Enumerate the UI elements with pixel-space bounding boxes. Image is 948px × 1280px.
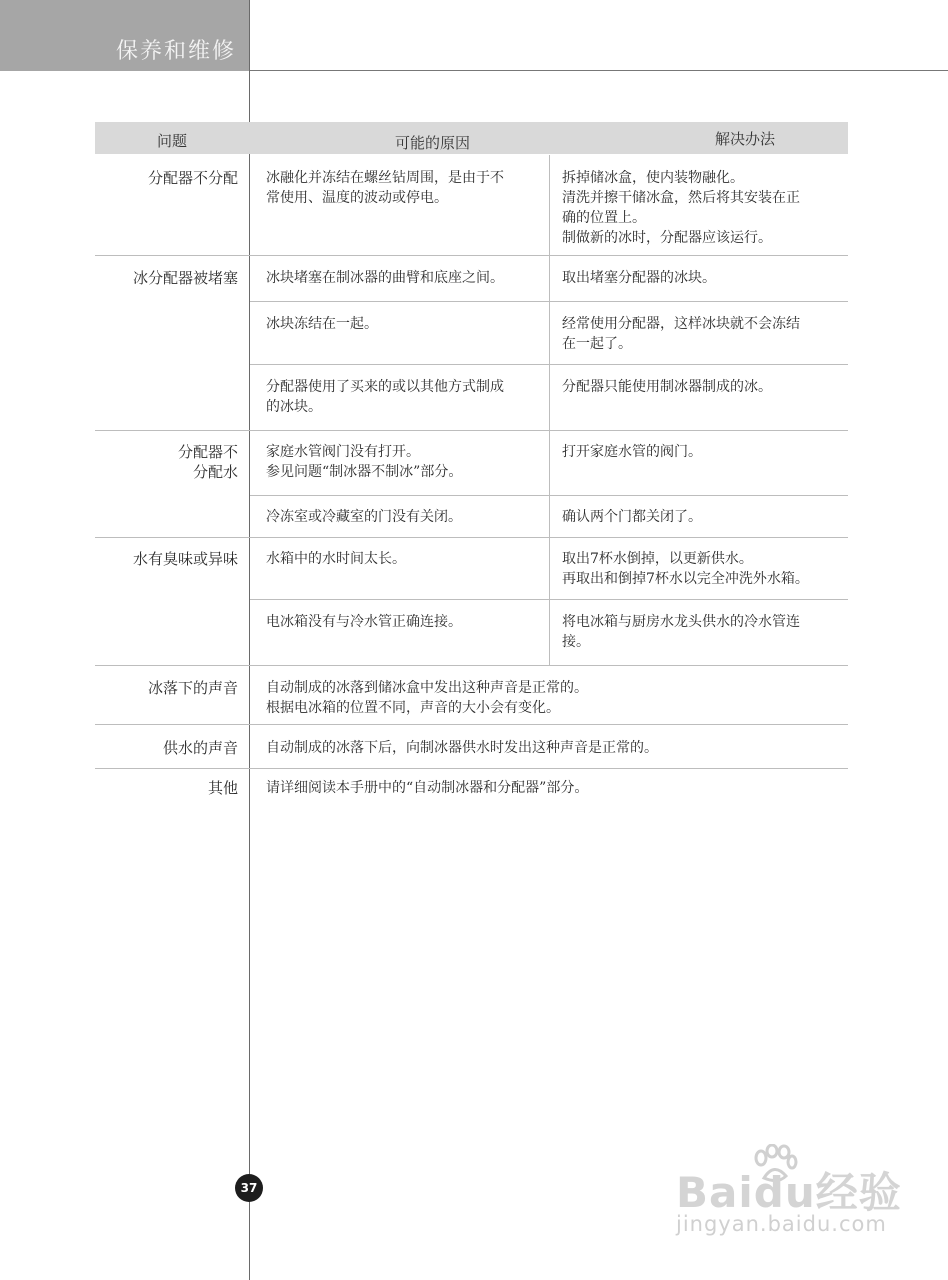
merged-cell xyxy=(266,678,588,718)
solution-cell xyxy=(562,377,772,397)
solution-line: 拆掉储冰盒，使内装物融化。 xyxy=(562,170,744,186)
solution-line: 将电冰箱与厨房水龙头供水的冷水管连 xyxy=(562,614,800,630)
solution-line: 在一起了。 xyxy=(562,336,632,352)
merged-cell xyxy=(266,778,588,798)
page-number: 37 xyxy=(235,1174,263,1202)
cause-cell xyxy=(266,507,462,527)
cause-cell xyxy=(266,314,378,334)
header-cause: 可能的原因 xyxy=(395,134,471,152)
merged-line: 自动制成的冰落下后，向制冰器供水时发出这种声音是正常的。 xyxy=(266,740,658,756)
cause-line: 电冰箱没有与冷水管正确连接。 xyxy=(266,614,462,630)
problem-cell xyxy=(178,442,238,482)
watermark-brand: Baidu经验 xyxy=(676,1168,902,1217)
cause-cell xyxy=(266,168,504,208)
cause-line: 冷冻室或冷藏室的门没有关闭。 xyxy=(266,509,462,525)
cause-line: 参见问题“制冰器不制冰”部分。 xyxy=(266,464,463,480)
cause-cell xyxy=(266,442,462,482)
cause-line: 的冰块。 xyxy=(266,399,322,415)
problem-cell: 其他 xyxy=(207,779,238,797)
cause-line: 冰块堵塞在制冰器的曲臂和底座之间。 xyxy=(266,270,504,286)
solution-cell xyxy=(562,314,800,354)
section-title: 保养和维修 xyxy=(116,39,237,64)
cause-line: 冰融化并冻结在螺丝钻周围，是由于不 xyxy=(266,170,504,186)
merged-line: 根据电冰箱的位置不同，声音的大小会有变化。 xyxy=(266,700,560,716)
solution-line: 再取出和倒掉7杯水以完全冲洗外水箱。 xyxy=(562,571,809,587)
watermark-site: jingyan.baidu.com xyxy=(676,1212,887,1236)
solution-line: 经常使用分配器，这样冰块就不会冻结 xyxy=(562,316,800,332)
problem-cell: 冰分配器被堵塞 xyxy=(132,269,238,287)
solution-cell xyxy=(562,168,800,248)
row-divider xyxy=(95,255,848,256)
problem-line: 分配器不 xyxy=(177,443,238,461)
row-divider xyxy=(95,665,848,666)
cause-cell xyxy=(266,549,406,569)
cause-line: 常使用、温度的波动或停电。 xyxy=(266,190,448,206)
cause-cell xyxy=(266,377,504,417)
row-divider xyxy=(95,768,848,769)
solution-line: 制做新的冰时，分配器应该运行。 xyxy=(562,230,772,246)
solution-line: 确认两个门都关闭了。 xyxy=(562,509,702,525)
cause-line: 分配器使用了买来的或以其他方式制成 xyxy=(266,379,504,395)
cause-line: 水箱中的水时间太长。 xyxy=(266,551,406,567)
solution-line: 接。 xyxy=(562,634,590,650)
solution-line: 打开家庭水管的阀门。 xyxy=(562,444,702,460)
merged-line: 自动制成的冰落到储冰盒中发出这种声音是正常的。 xyxy=(266,680,588,696)
problem-cell: 冰落下的声音 xyxy=(147,679,238,697)
cause-cell xyxy=(266,612,462,632)
cause-line: 冰块冻结在一起。 xyxy=(266,316,378,332)
solution-cell xyxy=(562,442,702,462)
row-divider xyxy=(95,724,848,725)
solution-line: 取出堵塞分配器的冰块。 xyxy=(562,270,716,286)
column-divider xyxy=(549,155,550,665)
solution-line: 取出7杯水倒掉，以更新供水。 xyxy=(562,551,753,567)
header-problem: 问题 xyxy=(157,132,188,150)
problem-line: 分配水 xyxy=(192,463,238,481)
solution-line: 分配器只能使用制冰器制成的冰。 xyxy=(562,379,772,395)
row-divider xyxy=(95,430,848,431)
solution-line: 确的位置上。 xyxy=(562,210,646,226)
merged-cell xyxy=(266,738,658,758)
solution-cell xyxy=(562,507,702,527)
header-rule xyxy=(249,70,948,71)
header-solution: 解决办法 xyxy=(715,130,776,148)
problem-cell: 分配器不分配 xyxy=(147,169,238,187)
watermark xyxy=(672,1138,922,1248)
solution-cell xyxy=(562,612,800,652)
merged-line: 请详细阅读本手册中的“自动制冰器和分配器”部分。 xyxy=(266,780,589,796)
solution-line: 清洗并擦干储冰盒，然后将其安装在正 xyxy=(562,190,800,206)
margin-rule xyxy=(249,0,250,1280)
row-divider xyxy=(95,537,848,538)
solution-cell xyxy=(562,268,716,288)
problem-cell: 供水的声音 xyxy=(162,739,238,757)
cause-line: 家庭水管阀门没有打开。 xyxy=(266,444,420,460)
problem-cell: 水有臭味或异味 xyxy=(132,550,238,568)
table-header xyxy=(95,122,848,154)
cause-cell xyxy=(266,268,504,288)
solution-cell xyxy=(562,549,809,589)
